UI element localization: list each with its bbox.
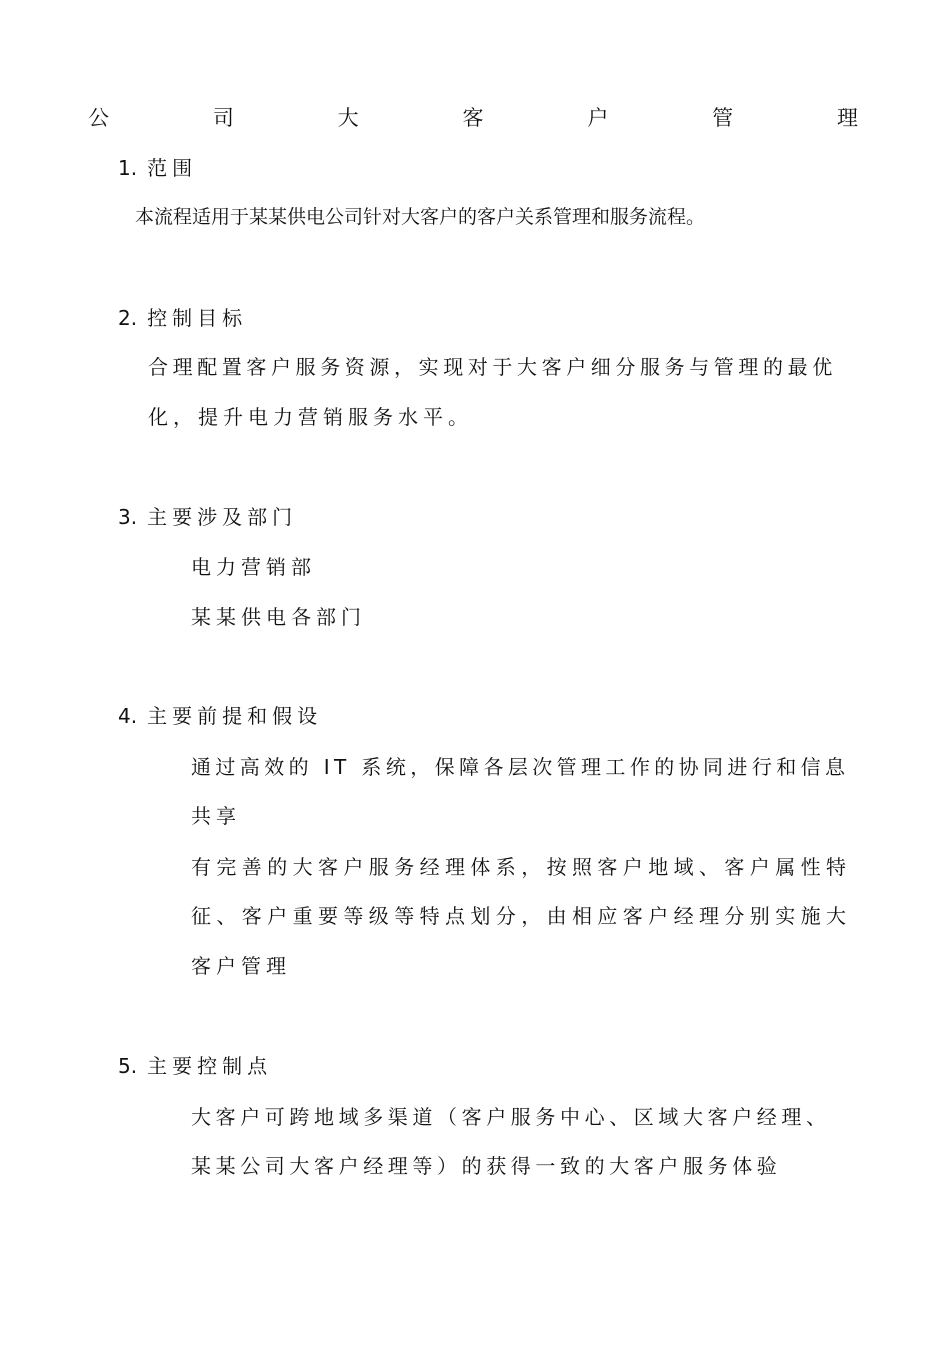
assumption-line-2: 共享 [191,804,241,828]
goal-line-2: 化，提升电力营销服务水平。 [148,405,473,429]
control-line-2: 某某公司大客户经理等）的获得一致的大客户服务体验 [191,1154,782,1178]
assumption-line-4: 征、客户重要等级等特点划分，由相应客户经理分别实施大 [191,904,852,928]
assumption-line-1: 通过高效的 IT 系统，保障各层次管理工作的协同进行和信息 [191,755,850,779]
section-number: 2. [118,306,138,330]
goal-text: 合理配置客户服务资源，实现对于大客户细分服务与管理的最优 [148,355,837,379]
section-heading-scope [118,154,197,182]
document-title [88,104,858,132]
goal-line-1 [148,353,858,381]
section-number: 4. [118,704,138,728]
control-line-1: 大客户可跨地域多渠道（客户服务中心、区域大客户经理、 [191,1105,831,1129]
section-heading-departments [118,503,297,531]
section-heading-text: 主要前提和假设 [147,704,323,728]
title-char: 管 [712,106,734,130]
section-number: 1. [118,156,138,180]
title-char: 客 [462,106,484,130]
section-number: 5. [118,1054,138,1078]
title-char: 大 [337,106,359,130]
assumption-line-5: 客户管理 [191,954,291,978]
title-char: 户 [587,106,609,130]
department-item: 某某供电各部门 [191,605,366,629]
department-item: 电力营销部 [191,555,316,579]
section-heading-text: 范围 [147,156,198,180]
section-heading-text: 主要涉及部门 [147,505,298,529]
section-heading-text: 控制目标 [147,306,248,330]
title-char: 司 [212,106,234,130]
title-char: 理 [836,106,858,130]
section-heading-goal [118,304,247,332]
assumption-line-3: 有完善的大客户服务经理体系，按照客户地域、客户属性特 [191,855,852,879]
section-heading-control-points [118,1052,272,1080]
section-heading-text: 主要控制点 [147,1054,273,1078]
section-heading-assumptions [118,702,322,730]
scope-paragraph: 本流程适用于某某供电公司针对大客户的客户关系管理和服务流程。 [135,206,706,228]
title-char: 公 [88,106,109,130]
section-number: 3. [118,505,138,529]
